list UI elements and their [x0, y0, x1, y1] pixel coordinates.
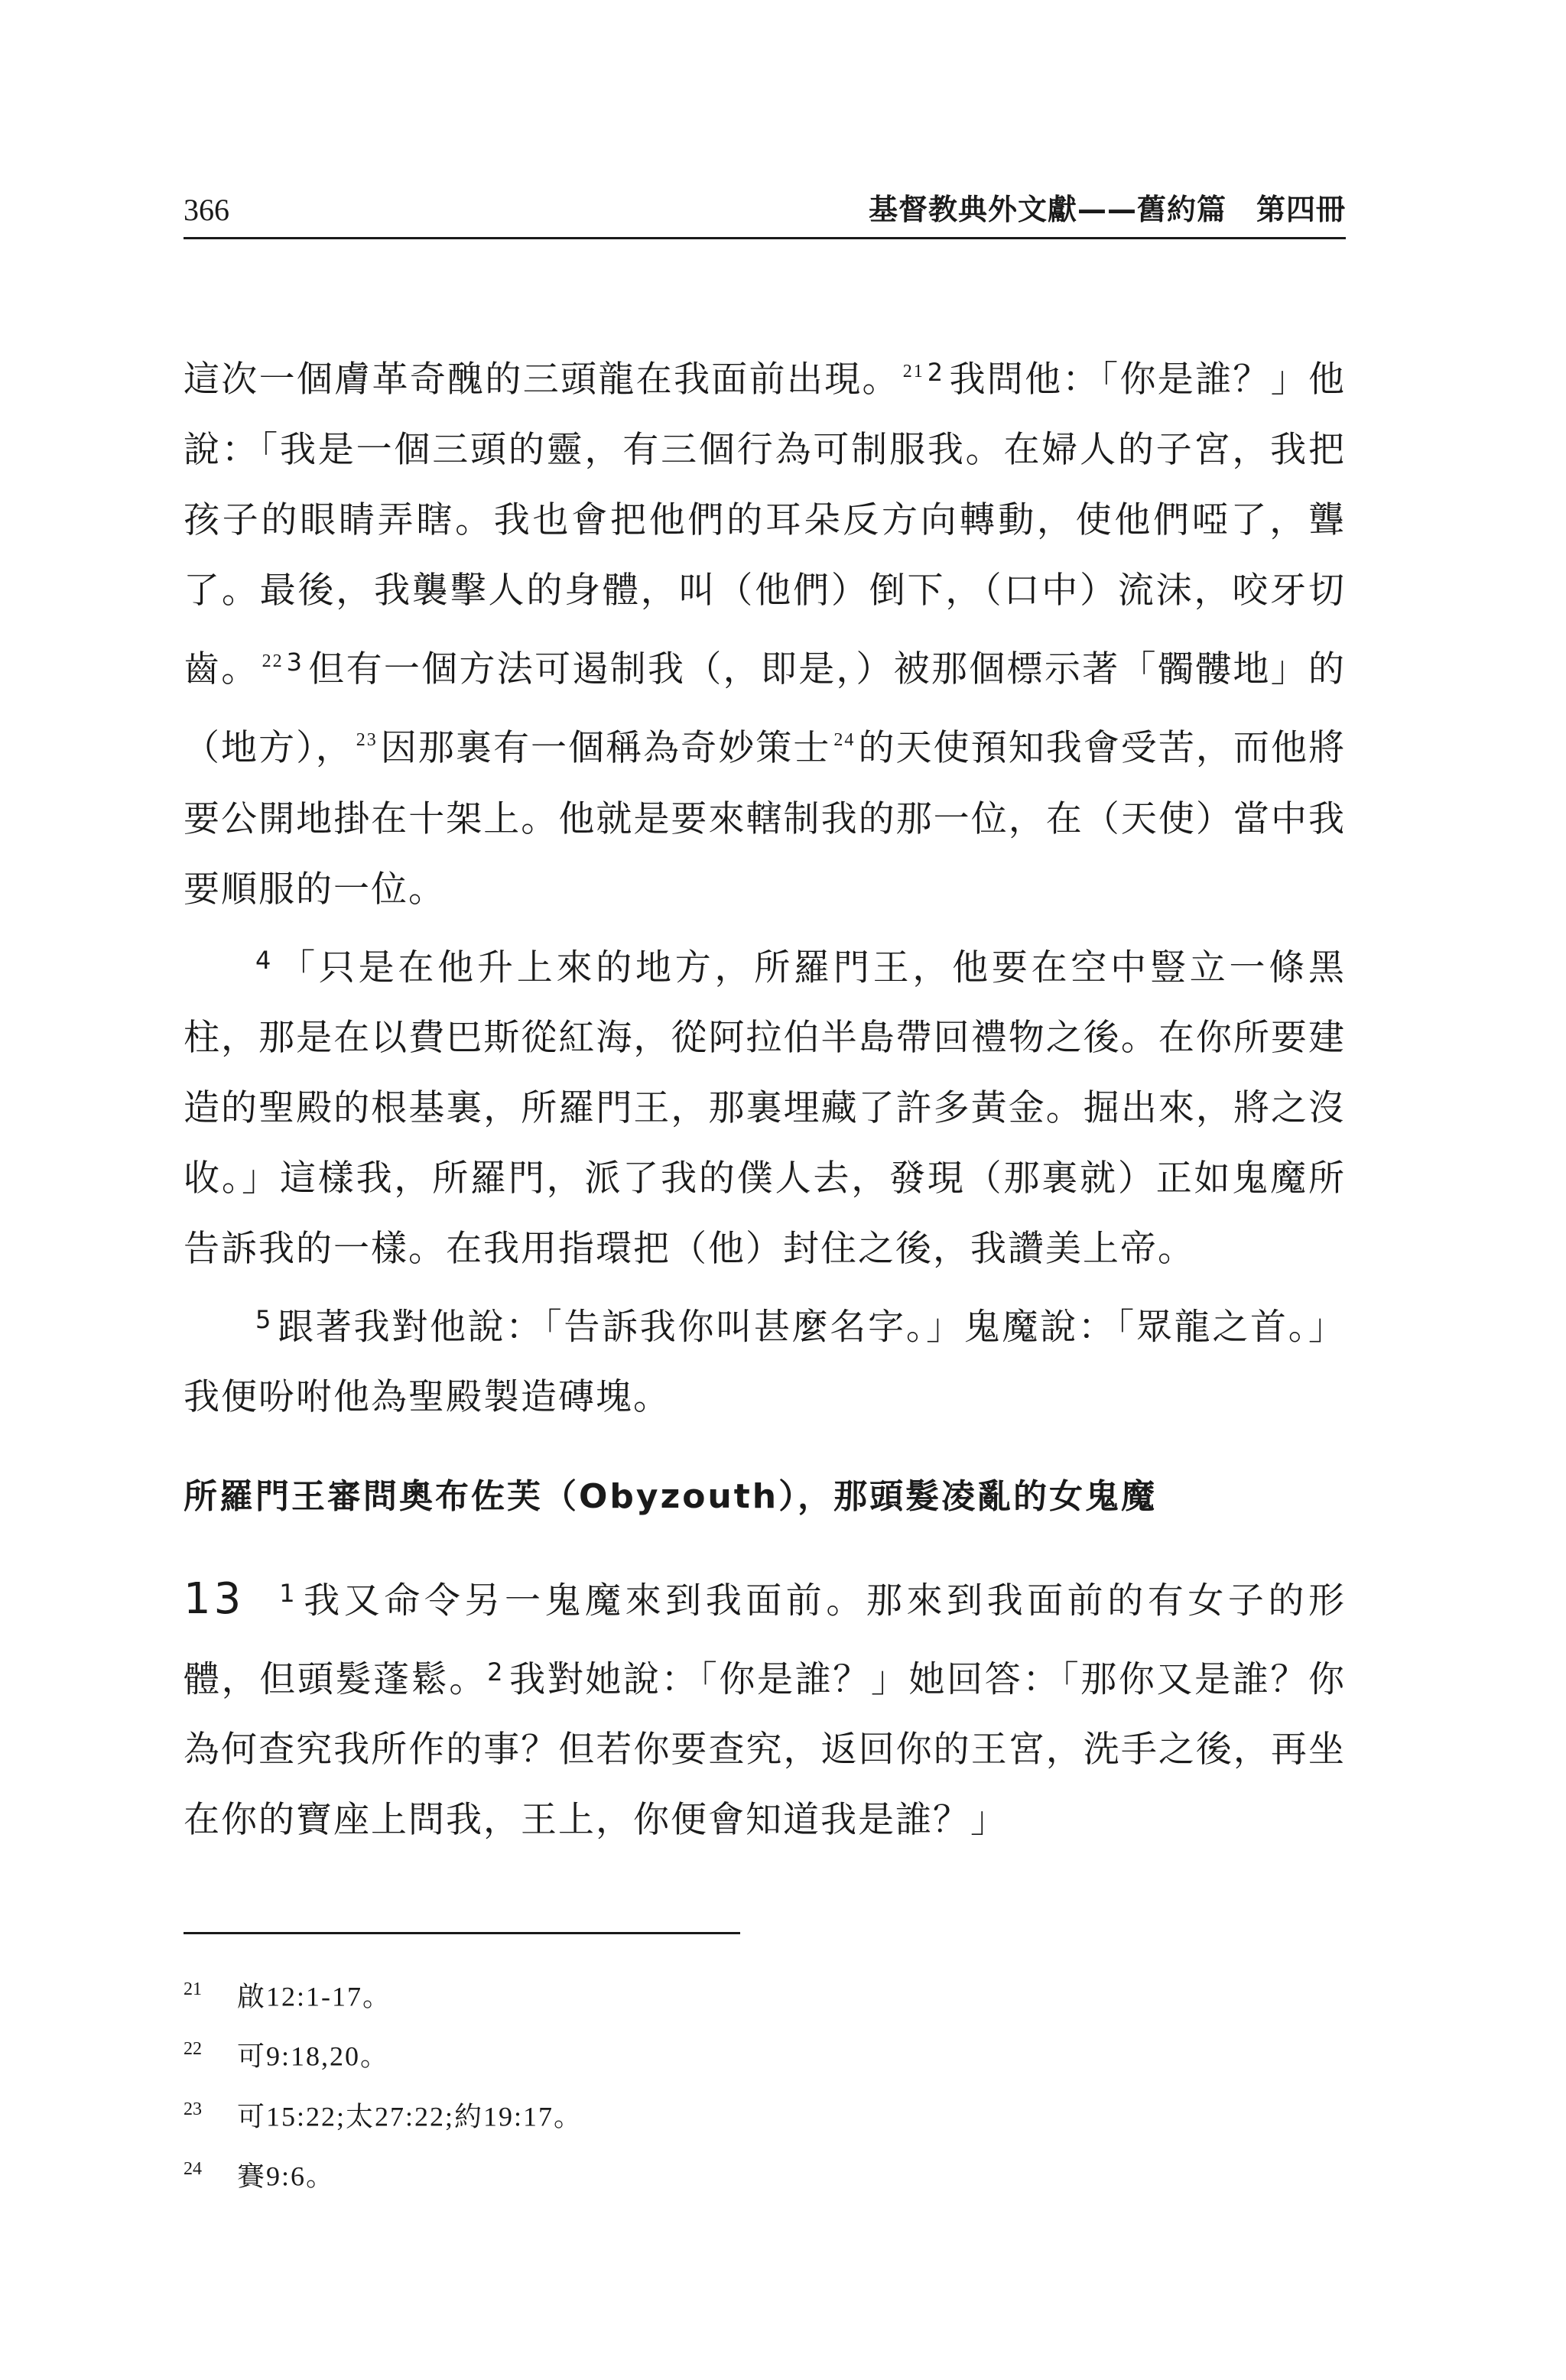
sentence: 但有一個方法可遏制我（，即是，）被那個標示著「髑髏地」的（地方）， — [184, 648, 1346, 770]
verse-number: 2 — [927, 357, 945, 387]
running-title: 基督教典外文獻——舊約篇 第四冊 — [868, 193, 1346, 226]
footnote-ref-23: 23 — [356, 730, 378, 751]
sentence: 這次一個膚革奇醜的三頭龍在我面前出現。 — [184, 359, 900, 401]
footnote-number: 24 — [184, 2159, 202, 2180]
footnote-number: 22 — [184, 2039, 202, 2060]
sentence: 我問他：「你是誰？」他說：「我是一個三頭的靈，有三個行為可制服我。在婦人的子宮，我把孩子的眼睛弄瞎。我也會把他們的耳朵反方向轉動，使他們啞了，聾了。最後，我襲擊人的身體，叫（他們）倒下，（口中）流沫，咬牙切齒。 — [184, 359, 1347, 691]
sentence: 我對她說：「你是誰？」她回答：「那你又是誰？你為何查究我所作的事？但若你要查究，返回你的王宮，洗手之後，再坐在你的寶座上問我，王上，你便會知道我是誰？」 — [184, 1658, 1347, 1842]
footnote-divider — [184, 1932, 740, 1934]
paragraph-2 — [184, 925, 1346, 1284]
paragraph-text: 跟著我對他說：「告訴我你叫甚麼名字。」鬼魔說：「眾龍之首。」我便吩咐他為聖殿製造磚塊。 — [184, 1306, 1346, 1419]
main-text — [184, 336, 1346, 1856]
paragraph-text: 「只是在他升上來的地方，所羅門王，他要在空中豎立一條黑柱，那是在以費巴斯從紅海，從阿拉伯半島帶回禮物之後。在你所要建造的聖殿的根基裏，所羅門王，那裏埋藏了許多黃金。掘出來，將之沒收。」這樣我，所羅門，派了我的僕人去，發現（那裏就）正如鬼魔所告訴我的一樣。在我用指環把（他）封住之後，我讚美上帝。 — [184, 946, 1346, 1270]
footnote-ref-22: 22 — [262, 651, 284, 672]
section-heading: 所羅門王審問奧布佐芙（Obyzouth），那頭髮凌亂的女鬼魔 — [184, 1477, 1158, 1517]
verse-number: 2 — [487, 1657, 505, 1687]
footnote-22 — [184, 2023, 1101, 2083]
footnote-text: 可15:22;太27:22;約19:17。 — [237, 2101, 583, 2132]
footnote-text: 啟12:1-17。 — [237, 1981, 392, 2012]
verse-number: 3 — [286, 647, 304, 677]
verse-number: 4 — [255, 945, 273, 975]
page-header — [184, 183, 1346, 239]
footnotes — [184, 1963, 1101, 2203]
footnote-text: 賽9:6。 — [237, 2161, 336, 2192]
footnote-text: 可9:18,20。 — [237, 2041, 390, 2072]
footnote-ref-24: 24 — [833, 730, 856, 751]
paragraph-3 — [184, 1284, 1346, 1433]
sentence: 的天使預知我會受苦，而他將要公開地掛在十架上。他就是要來轄制我的那一位，在（天使）當中我要順服的一位。 — [184, 727, 1347, 911]
chapter-number: 13 — [184, 1573, 245, 1624]
footnote-ref-21: 21 — [902, 362, 924, 382]
footnote-23 — [184, 2083, 1101, 2143]
verse-number: 5 — [255, 1304, 273, 1334]
footnote-24 — [184, 2143, 1101, 2203]
verse-number: 1 — [279, 1579, 297, 1609]
sentence: 因那裏有一個稱為奇妙策士 — [380, 727, 831, 770]
sentence: 我又命令另一鬼魔來到我面前。那來到我面前的有女子的形體，但頭髮蓬鬆。 — [184, 1580, 1346, 1701]
chapter-13-paragraph — [184, 1558, 1346, 1856]
paragraph-1 — [184, 336, 1346, 925]
page-number: 366 — [184, 193, 229, 227]
footnote-21 — [184, 1963, 1101, 2023]
footnote-number: 23 — [184, 2099, 202, 2119]
footnote-number: 21 — [184, 1979, 202, 1999]
